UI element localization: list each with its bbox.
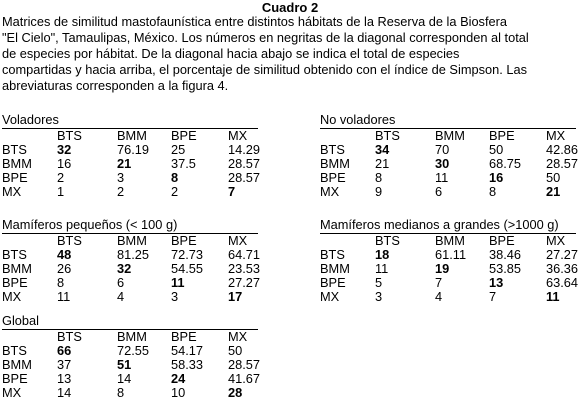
row-header: MX [2,385,22,400]
table-caption [2,14,578,94]
column-header: BTS [375,233,400,248]
matrix-row [320,290,576,304]
matrix-cell: 72.55 [117,343,150,358]
matrix-cell: 36.36 [546,261,579,276]
matrix-cell: 9 [375,184,383,199]
matrix-cell: 8 [489,184,497,199]
matrix-row [320,157,576,171]
row-header: MX [320,289,340,304]
column-header: MX [546,128,566,143]
matrix-cell: 14.29 [228,142,261,157]
matrix-cell: 6 [117,275,125,290]
matrix-cell: 6 [435,184,443,199]
column-header: BPE [171,233,197,248]
matrix-name: No voladores [320,112,396,127]
matrix-cell: 16 [57,156,72,171]
caption-line: abreviaturas corresponden a la figura 4. [2,78,229,93]
corner-cell [320,129,375,143]
header-row [320,234,576,248]
similarity-matrix [2,128,261,199]
matrix-cell: 27.27 [546,247,579,262]
row-header: BMM [320,156,350,171]
column-header: BTS [57,329,82,344]
column-header: BMM [435,128,465,143]
matrix-cell: 26 [57,261,72,276]
matrix-cell: 11 [375,261,389,276]
matrix-cell: 28.57 [228,156,261,171]
matrix-cell: 14 [57,385,72,400]
matrix-row [2,358,258,372]
corner-cell [320,234,375,248]
diagonal-cell: 18 [375,247,390,262]
matrix-cell: 41.67 [228,371,261,386]
column-header: BMM [117,128,147,143]
column-header: BTS [57,233,82,248]
diagonal-cell: 32 [57,142,72,157]
matrix-row [320,143,576,157]
diagonal-cell: 11 [546,289,560,304]
matrix-cell: 53.85 [489,261,522,276]
caption-line: Matrices de similitud mastofaunística entre distintos hábitats de la Reserva de la Biosfera [2,14,508,29]
matrix-cell: 42.86 [546,142,579,157]
diagonal-cell: 51 [117,357,132,372]
matrix-mamiferos-pequenos [2,217,261,304]
caption-line: de especies por hábitat. De la diagonal hacia abajo se indica el total de especies [2,46,460,61]
matrix-name: Global [2,313,39,328]
matrix-cell: 28.57 [228,170,261,185]
row-header: BMM [2,156,32,171]
caption-line: compartidas y hacia arriba, el porcentaje de similitud obtenido con el índice de Simpson. Las [2,62,527,77]
row-header: BTS [2,247,27,262]
diagonal-cell: 34 [375,142,390,157]
matrix-cell: 10 [171,385,186,400]
matrix-cell: 72.73 [171,247,204,262]
diagonal-cell: 7 [228,184,236,199]
diagonal-cell: 17 [228,289,243,304]
matrix-name: Mamíferos medianos a grandes (>1000 g) [320,217,559,232]
row-header: BTS [2,343,27,358]
matrix-mamiferos-medianos-grandes [320,217,579,304]
matrix-row [320,262,576,276]
matrix-cell: 8 [117,385,125,400]
matrix-row [2,344,258,358]
matrix-cell: 37.5 [171,156,196,171]
diagonal-cell: 16 [489,170,504,185]
matrix-cell: 13 [57,371,72,386]
diagonal-cell: 21 [117,156,132,171]
row-header: BPE [2,275,28,290]
header-row [2,330,258,344]
matrix-cell: 3 [171,289,179,304]
matrix-cell: 64.71 [228,247,261,262]
matrix-cell: 76.19 [117,142,150,157]
column-header: BPE [489,128,515,143]
matrix-row [2,248,258,262]
column-header: MX [228,128,248,143]
matrix-cell: 25 [171,142,186,157]
matrix-cell: 11 [435,170,449,185]
matrix-row [320,276,576,290]
row-header: BMM [2,357,32,372]
matrix-cell: 7 [435,275,443,290]
matrix-cell: 11 [57,289,71,304]
matrix-cell: 37 [57,357,72,372]
diagonal-cell: 48 [57,247,72,262]
matrix-row [2,372,258,386]
column-header: BTS [57,128,82,143]
caption-line: "El Cielo", Tamaulipas, México. Los números en negritas de la diagonal corresponden al total [2,30,529,45]
matrix-cell: 21 [375,156,390,171]
diagonal-cell: 13 [489,275,504,290]
similarity-matrix [2,233,261,304]
header-row [2,129,258,143]
matrix-cell: 61.11 [435,247,467,262]
row-header: MX [320,184,340,199]
matrix-row [2,262,258,276]
row-header: BMM [320,261,350,276]
matrix-cell: 50 [489,142,504,157]
matrix-name: Mamíferos pequeños (< 100 g) [2,217,178,232]
matrix-cell: 23.53 [228,261,261,276]
similarity-matrix [320,233,579,304]
diagonal-cell: 66 [57,343,72,358]
similarity-matrix [2,329,261,400]
matrix-row [2,171,258,185]
row-header: BPE [320,170,346,185]
matrix-cell: 63.64 [546,275,579,290]
corner-cell [2,234,57,248]
matrix-voladores [2,112,261,199]
column-header: BPE [171,329,197,344]
matrix-cell: 28.57 [228,357,261,372]
header-row [2,234,258,248]
matrix-cell: 4 [117,289,125,304]
diagonal-cell: 21 [546,184,561,199]
header-row [320,129,576,143]
matrix-row [320,171,576,185]
column-header: BTS [375,128,400,143]
matrix-row [2,386,258,400]
matrix-cell: 4 [435,289,443,304]
matrix-cell: 2 [57,170,65,185]
matrix-cell: 81.25 [117,247,150,262]
matrix-cell: 50 [228,343,243,358]
row-header: MX [2,184,22,199]
similarity-matrix [320,128,579,199]
matrix-row [2,157,258,171]
matrix-global [2,313,261,400]
column-header: BMM [435,233,465,248]
column-header: MX [228,329,248,344]
table-title: Cuadro 2 [261,0,319,15]
row-header: BTS [320,247,345,262]
corner-cell [2,129,57,143]
matrix-cell: 7 [489,289,497,304]
column-header: BPE [171,128,197,143]
matrix-cell: 50 [546,170,561,185]
column-header: MX [546,233,566,248]
corner-cell [2,330,57,344]
matrix-cell: 28.57 [546,156,579,171]
matrix-cell: 58.33 [171,357,204,372]
matrix-cell: 70 [435,142,450,157]
column-header: MX [228,233,248,248]
matrix-cell: 38.46 [489,247,522,262]
matrix-cell: 68.75 [489,156,522,171]
matrix-cell: 3 [375,289,383,304]
diagonal-cell: 11 [171,275,185,290]
matrix-cell: 1 [57,184,65,199]
matrix-row [2,276,258,290]
matrix-row [320,248,576,262]
matrix-row [2,143,258,157]
matrix-cell: 54.55 [171,261,204,276]
column-header: BPE [489,233,515,248]
row-header: BTS [2,142,27,157]
matrix-row [2,290,258,304]
diagonal-cell: 32 [117,261,132,276]
matrix-name: Voladores [2,112,59,127]
matrix-cell: 27.27 [228,275,261,290]
row-header: BPE [320,275,346,290]
matrix-cell: 2 [117,184,125,199]
matrix-cell: 8 [375,170,383,185]
row-header: BTS [320,142,345,157]
matrix-cell: 14 [117,371,132,386]
row-header: BPE [2,170,28,185]
matrix-row [2,185,258,199]
matrix-cell: 3 [117,170,125,185]
matrix-cell: 5 [375,275,383,290]
row-header: BPE [2,371,28,386]
matrix-no-voladores [320,112,579,199]
diagonal-cell: 8 [171,170,179,185]
column-header: BMM [117,329,147,344]
matrix-cell: 54.17 [171,343,204,358]
row-header: BMM [2,261,32,276]
diagonal-cell: 30 [435,156,450,171]
matrix-cell: 8 [57,275,65,290]
diagonal-cell: 19 [435,261,450,276]
matrix-row [320,185,576,199]
row-header: MX [2,289,22,304]
column-header: BMM [117,233,147,248]
diagonal-cell: 28 [228,385,243,400]
matrix-cell: 2 [171,184,179,199]
diagonal-cell: 24 [171,371,186,386]
